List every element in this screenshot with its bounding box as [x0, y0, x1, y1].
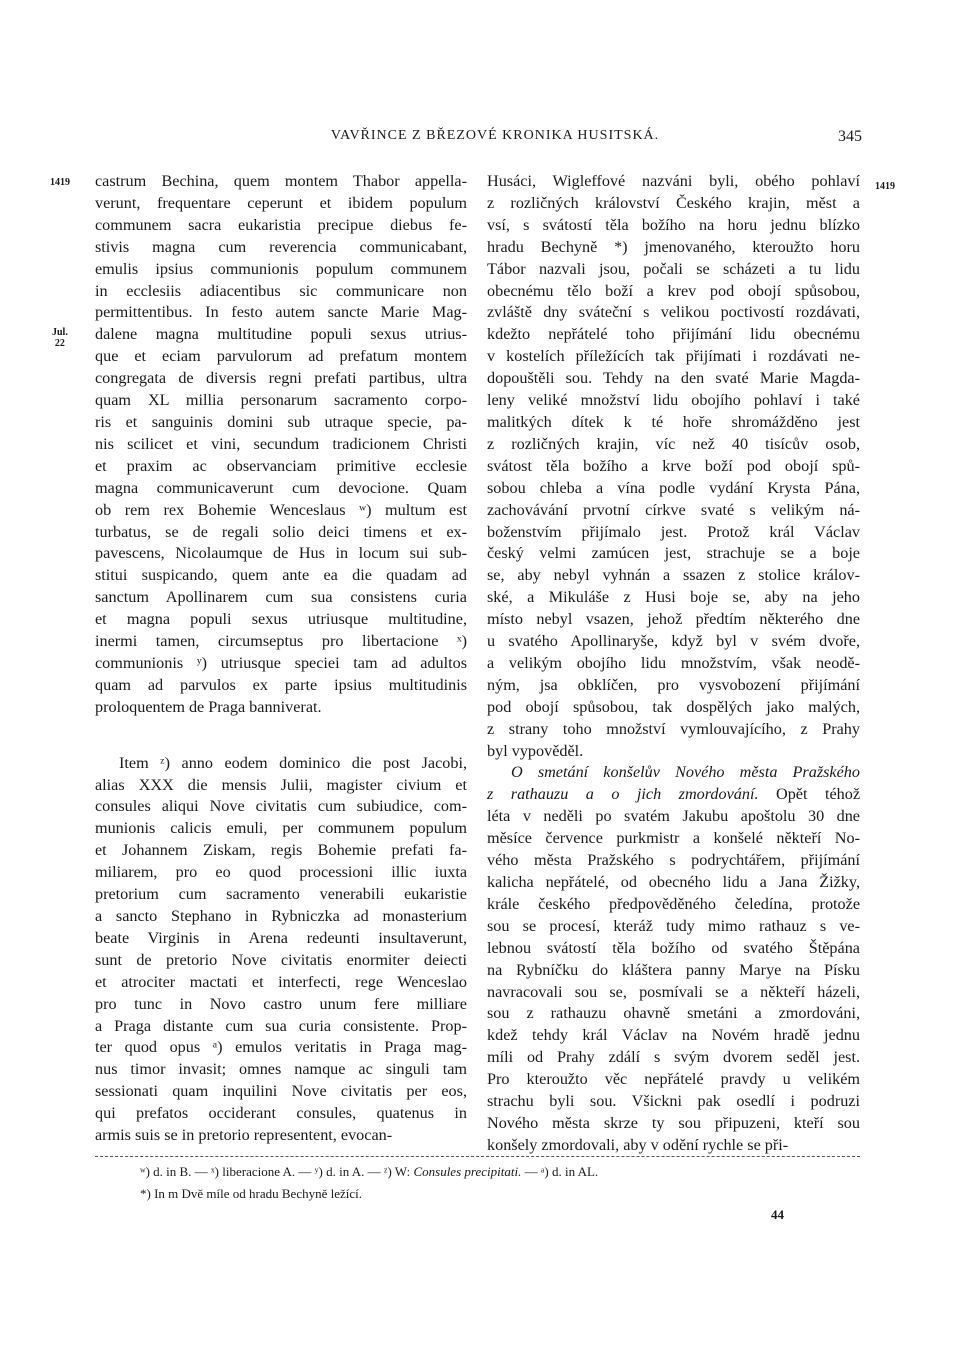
text-line: pretorium cum sacramento venerabili eukaristie [95, 885, 467, 904]
text-line: z strany toho množství vymlouvajícího, z Prahy [487, 719, 860, 738]
text-line: pod obojí spůsobou, tak dospělých jako malých, [487, 697, 860, 716]
text-line: kdež tehdy král Václav na Novém hradě jednu [487, 1026, 860, 1045]
text-line: castrum Bechina, quem montem Thabor appella- [95, 172, 467, 190]
text-line: ské, a Mikuláše z Husi boje se, aby na jeho [487, 588, 860, 607]
text-line: sessionati quam inquilini Nove civitatis per eos, [95, 1082, 467, 1101]
latin-paragraph-1 [95, 171, 467, 719]
text-line: que et eciam parvulorum ad prefatum montem [95, 347, 467, 366]
text-line: quam XL millia personarum sacramento corpo- [95, 391, 467, 410]
text-line: nis scilicet et vini, secundum tradicionem Christi [95, 434, 467, 453]
running-title: VAVŘINCE Z BŘEZOVÉ KRONIKA HUSITSKÁ. [330, 128, 660, 143]
text-line: qui prefatos occiderant consules, quatenus in [95, 1104, 467, 1123]
latin-column [95, 171, 467, 1147]
text-line: sobou chleba a vína podle vydání Krysta Pána, [487, 478, 860, 497]
text-line: vého města Pražského s podrychtářem, přijímání [487, 851, 860, 870]
text-line: a sancto Stephano in Rybniczka ad monasterium [95, 907, 467, 925]
text-line: navracovali sou se, posmívali se a někteří házeli, [487, 982, 860, 1001]
footnotes [140, 1161, 598, 1205]
text-line: byl vypověděl. [487, 741, 584, 760]
text-line: et atrociter mactati et interfecti, rege Wenceslao [95, 972, 467, 991]
text-line: verunt, frequentare ceperunt et ibidem populum [95, 193, 467, 212]
text-line: congregata de diversis regni prefati partibus, ultra [95, 369, 467, 388]
text-line: u svatého Apollinaryše, když byl v svém dvoře, [487, 632, 860, 651]
text-line: in ecclesiis adiacentibus sic communicare non [95, 281, 467, 300]
text-line: munionis calicis emuli, per communem populum [95, 819, 467, 838]
text-line: magna communicaverunt cum devocione. Quam [95, 478, 467, 497]
text-line: sou se procesí, kteráž tudy mimo rathauz s ve- [487, 916, 860, 935]
text-line: kdežto nepřátelé toho přijímání lidu obecnému [487, 325, 860, 344]
czech-column [487, 171, 860, 1157]
text-line: nus timor invasit; omnes namque ac singuli tam [95, 1060, 467, 1079]
text-line: sunt de pretorio Nove civitatis enormiter deiecti [95, 950, 467, 969]
text-line: malitkých dítek k té hoře shromážděno jest [487, 412, 860, 431]
text-line: et magna populi sexus utriusque multitudine, [95, 610, 467, 629]
text-line: pavescens, Nicolaumque de Hus in locum sui sub- [95, 544, 467, 563]
text-line: et praxim ac observanciam primitive ecclesie [95, 456, 467, 475]
paragraph-gap [95, 719, 467, 753]
text-line: Tábor nazvali jsou, počali se scházeti a tu lidu [487, 259, 860, 278]
text-line: sanctum Apollinarem cum sua consistens curia [95, 588, 467, 607]
text-line: inermi tamen, circumseptus pro libertacione ˣ) [95, 632, 467, 651]
text-line: quam ad parvulos ex parte ipsius multitudinis [95, 675, 467, 694]
text-line: boženstvím přijímalo jest. Protož král Václav [487, 522, 860, 541]
text-line: communionis ʸ) utriusque speciei tam ad adultos [95, 653, 467, 672]
text-line: z rozličných království Českého krajin, měst a [487, 193, 860, 212]
text-line: ris et sanguinis domini sub utraque specie, pa- [95, 412, 467, 431]
text-line: obecnému tělo boží a krev pod obojí spůsobou, [487, 281, 860, 300]
text-line: v kostelích příležících tak přijímati i rozdávati ne- [487, 347, 860, 366]
page-number: 345 [838, 128, 862, 145]
text-line: sou z rathauzu ohavně smetáni a zmordováni, [487, 1004, 860, 1023]
text-line: dalene magna multitudine populi sexus utrius- [95, 325, 467, 344]
text-line: ter quod opus ᵃ) emulos veritatis in Praga mag- [95, 1038, 467, 1057]
text-line: z rozličných krajin, víc než 40 tisícův osob, [487, 434, 860, 453]
text-line: dopouštěli sou. Tehdy na den svaté Marie Magda- [487, 369, 860, 388]
margin-date-month: Jul. [52, 327, 68, 338]
margin-year-right: 1419 [875, 181, 895, 192]
text-line: turbatus, se de regali solio deici timens et ex- [95, 522, 467, 541]
text-line: hradu Bechyně *) jmenovaného, kteroužto horu [487, 237, 860, 256]
text-line: et Johannem Ziskam, regis Bohemie prefati fa- [95, 841, 467, 860]
margin-date-day: 22 [54, 338, 65, 349]
czech-paragraph-1 [487, 171, 860, 762]
text-line: leny veliké množství lidu obojího pohlaví i také [487, 391, 860, 410]
text-line: měsíce července purkmistr a konšelé někteří No- [487, 829, 860, 848]
text-line: emulis ipsius communionis populum communem [95, 259, 467, 278]
text-line: český velmi zamúcen jest, strachuje se a boje [487, 544, 860, 563]
text-line: krále českého předpověděného čeledína, protože [487, 894, 860, 913]
text-line: strachu byli sou. Všickni pak osedlí i podruzi [487, 1092, 860, 1111]
text-line: ob rem rex Bohemie Wenceslaus ʷ) multum est [95, 500, 467, 519]
latin-paragraph-2 [95, 753, 467, 1147]
text-line: permittentibus. In festo autem sancte Marie Mag- [95, 303, 467, 322]
footnote-rule [95, 1156, 860, 1157]
text-line: alias XXX die mensis Julii, magister civium et [95, 775, 467, 794]
margin-date-left [52, 327, 68, 349]
text-line: místo nebyl vsazen, jehož předtím některého dne [487, 610, 860, 629]
footnote-critical: ʷ) d. in B. — ˣ) liberacione A. — ʸ) d. in A. — ᶻ) W: Consules precipitati. — ᵃ) d. in AL. [140, 1164, 599, 1179]
text-line: a velikým obojího lidu množstvím, však neodě- [487, 653, 860, 672]
text-line: vsí, s svátostí těla božího na horu jednu blízko [487, 215, 860, 234]
text-line: beate Virginis in Arena redeunti insultaverunt, [95, 928, 467, 947]
text-line: communem sacra eukaristia precipue diebus fe- [95, 215, 467, 234]
text-line: konšely zmordovali, aby v odění rychle se při- [487, 1135, 789, 1154]
text-line: lebnou svátostí těla božího od svatého Štěpána [487, 938, 860, 957]
section-heading-line-2: z rathauzu a o jich zmordování. Opět téhož [487, 785, 861, 804]
text-line: zvláště dny sváteční s velikou poctivostí rozdávati, [487, 303, 860, 322]
text-line: svátost těla božího a krve boží pod obojí spů- [487, 456, 860, 475]
text-line: pro tunc in Novo castro unum fere milliare [95, 994, 467, 1013]
text-line: stitui suspicando, quem ante ea die quadam ad [95, 566, 467, 585]
text-line: zachovávání prvotní církve svaté s velikým ná- [487, 500, 860, 519]
text-line: consules aliqui Nove civitatis cum subiudice, com- [95, 797, 467, 816]
text-line: míli od Prahy zdálí s svým dvorem seděl jest. [487, 1048, 860, 1067]
text-line: Husáci, Wigleffové nazváni byli, obého pohlaví [487, 172, 860, 190]
text-line: Nového města skrze ty sou připuzeni, kteří sou [487, 1113, 860, 1132]
text-line: léta v neděli po svatém Jakubu apoštolu 30 dne [487, 807, 860, 826]
text-line: armis suis se in pretorio representent, evocan- [95, 1126, 393, 1145]
czech-paragraph-2 [487, 806, 860, 1157]
text-line: a Praga distante cum sua curia consistente. Prop- [95, 1016, 467, 1035]
text-line: na Rybníčku do kláštera panny Marye na Písku [487, 960, 860, 979]
text-line: Pro kteroužto věc nepřátelé pravdy u velikém [487, 1070, 860, 1089]
footnote-czech: *) In m Dvě míle od hradu Bechyně ležící. [140, 1186, 363, 1201]
text-line: ným, jsa obklíčen, pro vysvobození přijímání [487, 675, 860, 694]
text-line: se, aby nebyl vyhnán a ssazen z stolice králov- [487, 566, 860, 585]
text-line: proloquentem de Praga banniverat. [95, 697, 322, 716]
margin-year-left: 1419 [50, 177, 70, 188]
section-heading-line-1: O smetání konšelův Nového města Pražského [511, 763, 860, 782]
text-line: stivis magna cum reverencia communicabant, [95, 237, 467, 256]
text-line: kalicha nepřátelé, od obecného lidu a Jana Žižky, [487, 873, 860, 891]
text-line: Item ᶻ) anno eodem dominico die post Jacobi, [119, 753, 467, 772]
text-line: miliarem, pro eo quod processioni illic iuxta [95, 863, 467, 882]
signature-mark: 44 [771, 1207, 784, 1222]
